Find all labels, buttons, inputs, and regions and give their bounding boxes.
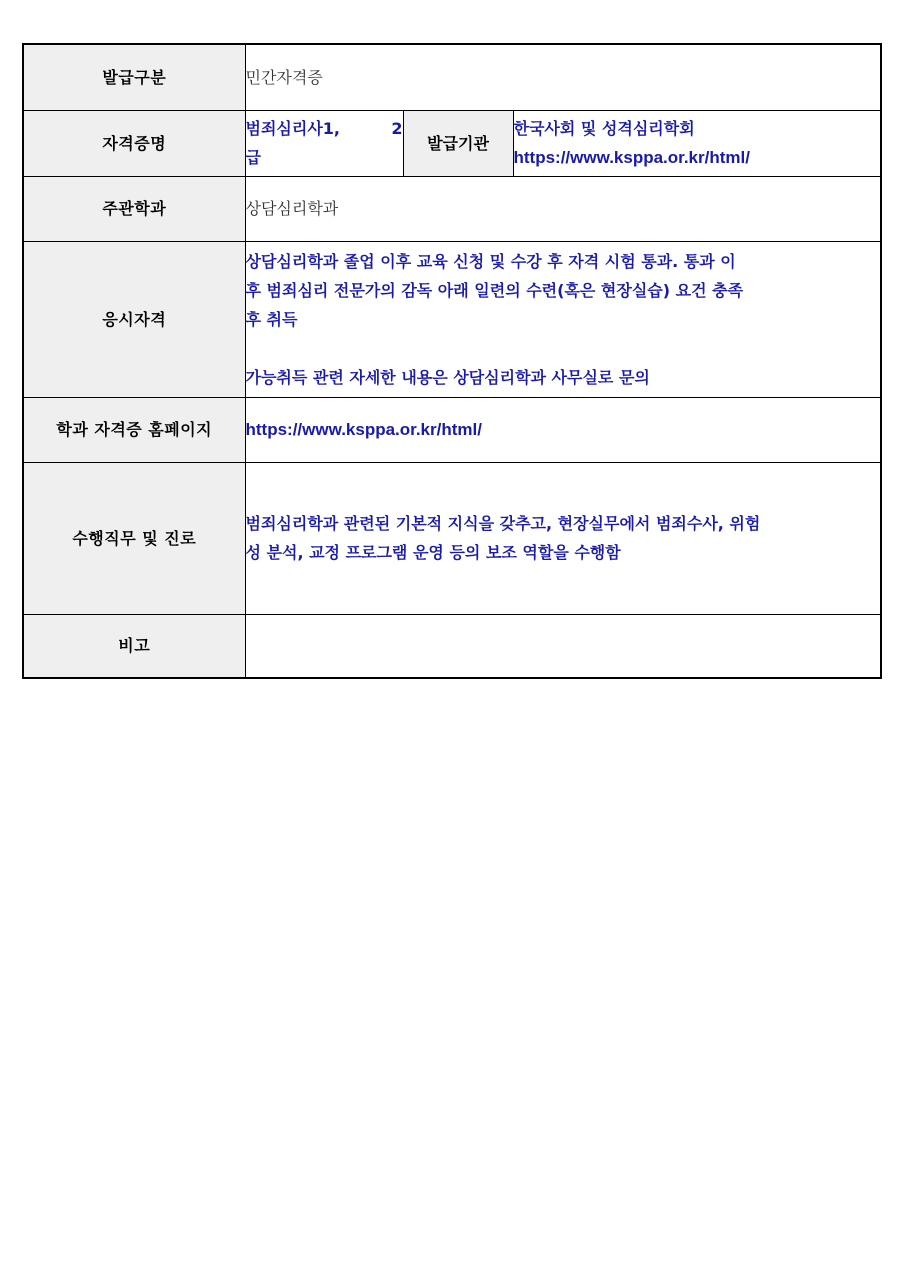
issue-type-label: 발급구분 [23,44,245,110]
homepage-label: 학과 자격증 홈페이지 [23,397,245,462]
issuer-url-link[interactable]: https://www.ksppa.or.kr/html/ [513,148,750,167]
cert-name-part2: 2 [391,119,403,138]
issue-type-value: 민간자격증 [245,44,881,110]
remarks-value [245,614,881,678]
eligibility-line2: 후 범죄심리 전문가의 감독 아래 일련의 수련(혹은 현장실습) 요건 충족 [245,280,744,300]
row-eligibility [23,241,881,397]
eligibility-blank-line [246,334,881,363]
cert-name-part1: 범죄심리사1, [245,119,340,138]
career-label: 수행직무 및 진로 [23,462,245,614]
homepage-url-link[interactable]: https://www.ksppa.or.kr/html/ [245,420,482,439]
cert-name-label: 자격증명 [23,110,245,176]
eligibility-line1: 상담심리학과 졸업 이후 교육 신청 및 수강 후 자격 시험 통과. 통과 이 [245,251,736,271]
eligibility-value [245,241,881,397]
dept-value: 상담심리학과 [245,176,881,241]
remarks-label: 비고 [23,614,245,678]
eligibility-line4: 가능취득 관련 자세한 내용은 상담심리학과 사무실로 문의 [245,367,650,387]
row-dept [23,176,881,241]
career-value [245,462,881,614]
cert-name-part3: 급 [245,148,261,167]
issuer-label: 발급기관 [403,110,513,176]
homepage-value [245,397,881,462]
cert-name-value [245,110,403,176]
row-issue-type [23,44,881,110]
issuer-name: 한국사회 및 성격심리학회 [513,119,695,138]
row-career [23,462,881,614]
eligibility-line3: 후 취득 [245,309,298,329]
row-homepage [23,397,881,462]
career-line2: 성 분석, 교정 프로그램 운영 등의 보조 역할을 수행함 [245,543,621,562]
career-line1: 범죄심리학과 관련된 기본적 지식을 갖추고, 현장실무에서 범죄수사, 위험 [245,514,761,533]
row-cert-name [23,110,881,176]
row-remarks [23,614,881,678]
issuer-value [513,110,881,176]
eligibility-label: 응시자격 [23,241,245,397]
dept-label: 주관학과 [23,176,245,241]
certificate-info-table [22,43,882,679]
